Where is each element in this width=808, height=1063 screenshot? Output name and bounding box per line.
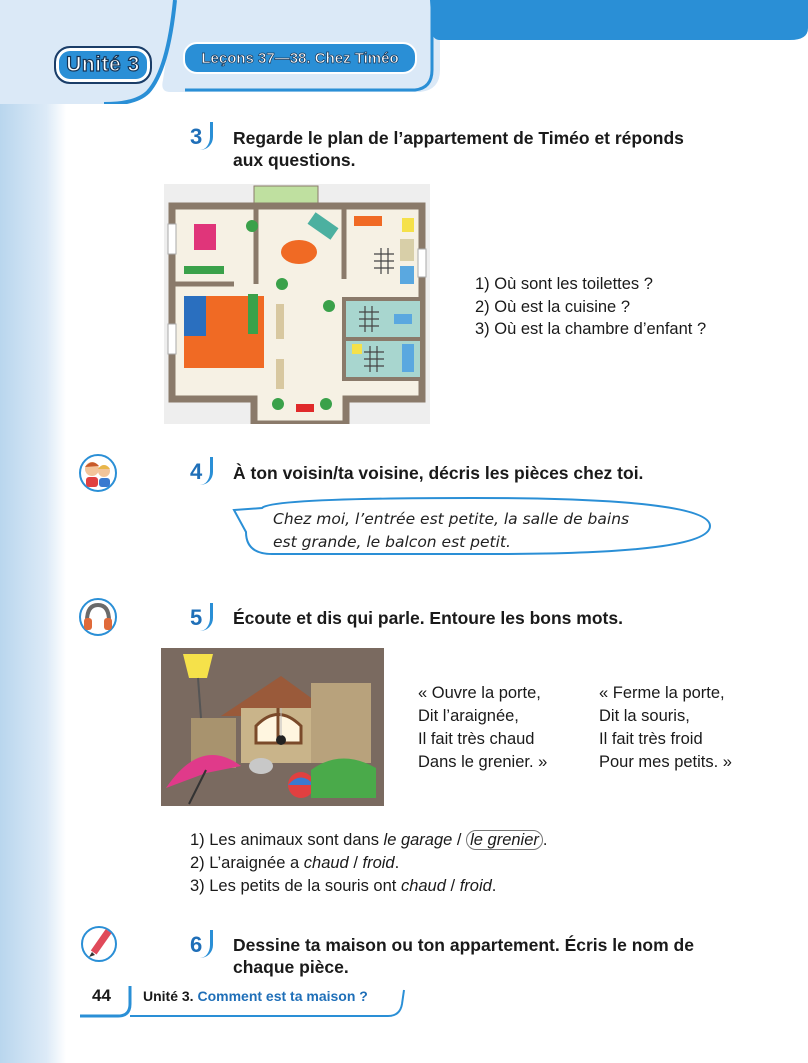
exercise-6-title-line2: chaque pièce. <box>233 957 349 977</box>
circled-option-word[interactable]: le grenier <box>466 830 543 850</box>
number-tick <box>200 122 213 150</box>
footer-unit-label: Unité 3. <box>143 988 194 1004</box>
number-tick <box>200 930 213 958</box>
bubble-line-2: est grande, le balcon est petit. <box>273 533 511 551</box>
item-text: 3) Les petits de la souris ont <box>190 877 401 895</box>
attic-illustration <box>161 648 384 806</box>
left-sidebar-band <box>0 0 66 1063</box>
exercise-3-title <box>233 127 757 171</box>
exercise-5-item-3 <box>190 875 548 898</box>
page-number: 44 <box>92 986 111 1005</box>
exercise-4-number: 4 <box>190 459 203 484</box>
lesson-label: Leçons 37—38. Chez Timéo <box>201 49 399 67</box>
unit-tab <box>54 46 152 84</box>
question-1: 1) Où sont les toilettes ? <box>475 275 653 293</box>
exercise-5-title: Écoute et dis qui parle. Entoure les bons mots. <box>233 608 623 628</box>
option-word[interactable]: froid <box>459 877 492 895</box>
exercise-5-item-1 <box>190 829 548 852</box>
exercise-6-number: 6 <box>190 932 203 957</box>
poem-right-line: « Ferme la porte, <box>599 684 725 702</box>
poem-right-line: Pour mes petits. » <box>599 753 732 771</box>
exercise-3-questions <box>475 273 706 341</box>
poem-right <box>599 682 732 774</box>
question-3: 3) Où est la chambre d’enfant ? <box>475 320 707 338</box>
exercise-4-title: À ton voisin/ta voisine, décris les pièces chez toi. <box>233 463 644 483</box>
option-word[interactable]: froid <box>362 854 395 872</box>
item-text: . <box>394 854 400 872</box>
item-separator: / <box>445 877 460 895</box>
item-text: . <box>491 877 497 895</box>
option-word[interactable]: chaud <box>400 877 446 895</box>
exercise-5-number: 5 <box>190 605 203 630</box>
footer-unit <box>143 988 368 1004</box>
exercise-3-title-line1: Regarde le plan de l’appartement de Timéo et réponds <box>233 128 684 148</box>
poem-right-line: Il fait très froid <box>599 730 703 748</box>
item-separator: / <box>348 854 363 872</box>
pair-work-icon <box>78 453 118 493</box>
item-text: 1) Les animaux sont dans <box>190 831 384 849</box>
lesson-tab <box>183 42 417 74</box>
unit-label: Unité 3 <box>66 53 140 76</box>
poem-right-line: Dit la souris, <box>599 707 690 725</box>
exercise-6-title-line1: Dessine ta maison ou ton appartement. Écris le nom de <box>233 935 694 955</box>
speech-bubble-text <box>273 508 629 554</box>
number-tick <box>200 457 213 485</box>
poem-left-line: « Ouvre la porte, <box>418 684 541 702</box>
poem-left-line: Il fait très chaud <box>418 730 535 748</box>
footer-unit-title: Comment est ta maison ? <box>197 988 368 1004</box>
exercise-5-item-2 <box>190 852 548 875</box>
exercise-5-items <box>190 829 548 898</box>
number-tick <box>200 603 213 631</box>
headphones-icon <box>78 597 118 637</box>
exercise-3-title-line2: aux questions. <box>233 150 356 170</box>
question-2: 2) Où est la cuisine ? <box>475 297 630 316</box>
bubble-line-1: Chez moi, l’entrée est petite, la salle de bains <box>273 510 630 528</box>
pencil-icon <box>80 924 118 964</box>
poem-left-line: Dans le grenier. » <box>418 753 548 771</box>
poem-left <box>418 682 547 774</box>
exercise-6-title <box>233 934 757 978</box>
exercise-3-number: 3 <box>190 124 203 149</box>
item-text: . <box>542 831 548 849</box>
poem-left-line: Dit l’araignée, <box>418 707 519 725</box>
option-word[interactable]: chaud <box>303 854 349 872</box>
item-text: 2) L’araignée a <box>190 854 304 872</box>
apartment-floor-plan <box>164 184 430 424</box>
item-separator: / <box>452 831 467 849</box>
option-word[interactable]: le garage <box>383 831 453 849</box>
